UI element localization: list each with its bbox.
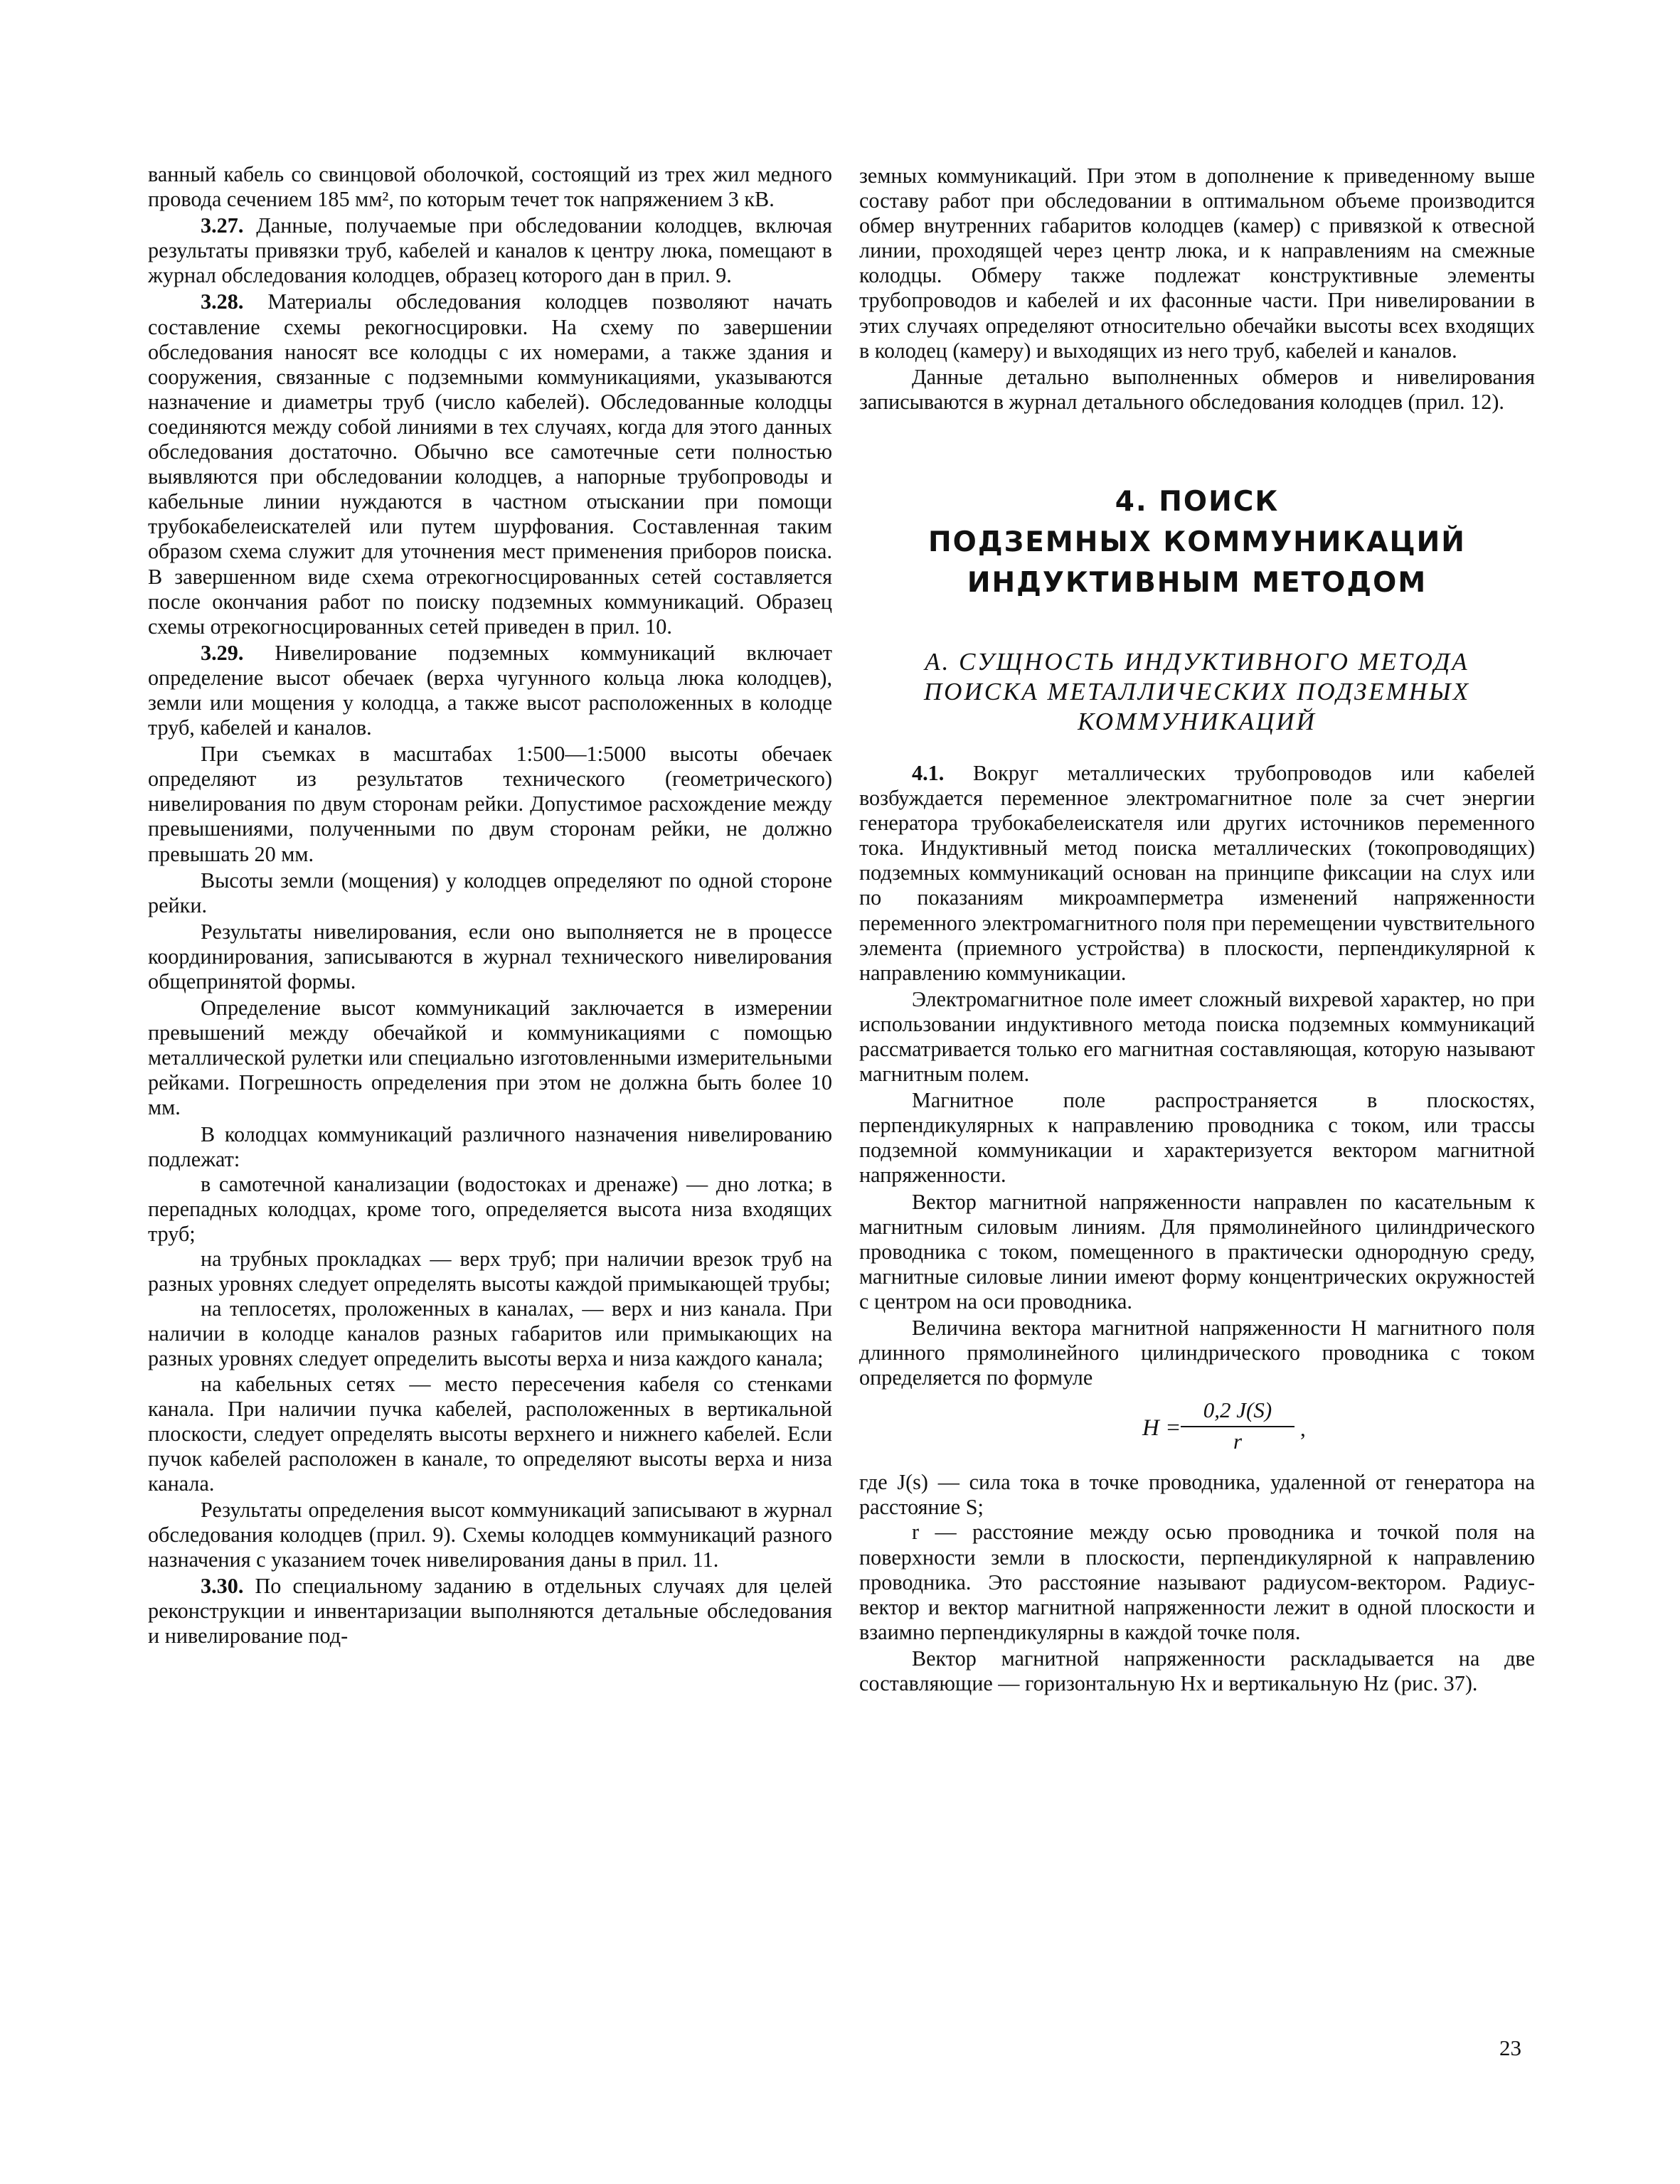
- formula-numerator: 0,2 J(S): [1203, 1397, 1272, 1423]
- clause-number: 4.1.: [912, 760, 945, 785]
- formula-lhs: H =: [1142, 1415, 1181, 1442]
- subsection-heading-line: А. СУЩНОСТЬ ИНДУКТИВНОГО МЕТОДА: [925, 647, 1469, 676]
- subsection-heading: [859, 647, 1535, 737]
- paragraph: Данные детально выполненных обмеров и нивелирования записываются в журнал детального обследования колодцев (прил. 12).: [859, 364, 1535, 414]
- clause-number: 3.30.: [201, 1574, 244, 1599]
- list-item: в самотечной канализации (водостоках и дренаже) — дно лотка; в перепадных колодцах, кроме того, определяется высота низа входящих труб;: [148, 1171, 832, 1246]
- page-number: 23: [1499, 2035, 1521, 2060]
- formula: [859, 1396, 1535, 1466]
- paragraph: Высоты земли (мощения) у колодцев определяют по одной стороне рейки.: [148, 868, 832, 917]
- paragraph: [148, 289, 832, 639]
- paragraph: земных коммуникаций. При этом в дополнение к приведенному выше составу работ при обследовании в оптимальном объеме производится обмер внутренних габаритов колодцев (камер) с привязкой к отвесной линии, проходящей через центр люка, и к направлениям на смежные колодцы. Обмеру также подлежат конструктивные элементы трубопроводов и кабелей и их фасонные части. При нивелировании в этих случаях определяют относительно обечайки высоты всех входящих в колодец (камеру) и выходящих из него труб, кабелей и каналов.: [859, 164, 1535, 363]
- paragraph: [148, 641, 832, 740]
- fraction-bar: [1181, 1426, 1294, 1427]
- paragraph: где J(s) — сила тока в точке проводника, удаленной от генератора на расстояние S;: [859, 1470, 1535, 1520]
- paragraph: ванный кабель со свинцовой оболочкой, состоящий из трех жил медного провода сечением 185 мм², по которым течет ток напряжением 3 кВ.: [148, 162, 832, 212]
- section-heading-line: ПОДЗЕМНЫХ КОММУНИКАЦИЙ: [928, 526, 1466, 558]
- section-heading: [859, 481, 1535, 603]
- paragraph: [148, 213, 832, 288]
- list-item: на кабельных сетях — место пересечения кабеля со стенками канала. При наличии пучка кабелей, расположенных в вертикальной плоскости, следует определять высоты верхнего и нижнего кабелей. Если пучок кабелей расположен в канале, то определяют высоты верха и низа канала.: [148, 1371, 832, 1496]
- list-item: на теплосетях, проложенных в каналах, — верх и низ канала. При наличии в колодце каналов разных габаритов или примыкающих на разных уровнях следует определить высоты верха и низа каждого канала;: [148, 1296, 832, 1371]
- paragraph: [148, 1574, 832, 1648]
- clause-number: 3.28.: [201, 289, 244, 314]
- paragraph: Магнитное поле распространяется в плоскостях, перпендикулярных к направлению проводника с током, или трассы подземной коммуникации и характеризуется вектором магнитной напряженности.: [859, 1088, 1535, 1188]
- paragraph: Вектор магнитной напряженности направлен по касательным к магнитным силовым линиям. Для прямолинейного цилиндрического проводника с током, помещенного в практически однородную среду, магнитные силовые линии имеют форму концентрических окружностей с центром на оси проводника.: [859, 1189, 1535, 1314]
- paragraph: Результаты определения высот коммуникаций записывают в журнал обследования колодцев (прил. 9). Схемы колодцев коммуникаций разного назначения с указанием точек нивелирования даны в прил. 11.: [148, 1497, 832, 1572]
- formula-fraction: [1181, 1396, 1294, 1454]
- formula-denominator: r: [1233, 1429, 1243, 1454]
- paragraph: Вектор магнитной напряженности раскладывается на две составляющие — горизонтальную Hx и вертикальную Hz (рис. 37).: [859, 1646, 1535, 1696]
- section-heading-line: ИНДУКТИВНЫМ МЕТОДОМ: [967, 566, 1428, 599]
- paragraph: Результаты нивелирования, если оно выполняется не в процессе координирования, записываются в журнал технического нивелирования общепринятой формы.: [148, 919, 832, 994]
- paragraph: Величина вектора магнитной напряженности H магнитного поля длинного прямолинейного цилиндрического проводника с током определяется по формуле: [859, 1316, 1535, 1390]
- clause-number: 3.27.: [201, 213, 244, 238]
- paragraph: При съемках в масштабах 1:500—1:5000 высоты обечаек определяют из результатов технического (геометрического) нивелирования по двум сторонам рейки. Допустимое расхождение между превышениями, полученными по двум сторонам рейки, не должно превышать 20 мм.: [148, 742, 832, 866]
- formula-tail: ,: [1300, 1416, 1306, 1442]
- left-column: [148, 162, 832, 1649]
- clause-number: 3.29.: [201, 640, 244, 665]
- right-column: [859, 164, 1535, 1696]
- paragraph-text: Вокруг металлических трубопроводов или кабелей возбуждается переменное электромагнитное поле за счет энергии генератора трубокабелеискателя или других источников переменного тока. Индуктивный метод поиска металлических (токопроводящих) подземных коммуникаций основан на принципе фиксации на слух или по показаниям микроамперметра изменений напряженности переменного электромагнитного поля при перемещении чувствительного элемента (приемного устройства) в плоскости, перпендикулярной к направлению коммуникации.: [859, 760, 1535, 985]
- paragraph: r — расстояние между осью проводника и точкой поля на поверхности земли в плоскости, перпендикулярной к направлению проводника. Это расстояние называют радиусом-вектором. Радиус-вектор и вектор магнитной напряженности лежит в одной плоскости и взаимно перпендикулярны в каждой точке поля.: [859, 1520, 1535, 1644]
- paragraph: Электромагнитное поле имеет сложный вихревой характер, но при использовании индуктивного метода поиска подземных коммуникаций рассматривается только его магнитная составляющая, которую называют магнитным полем.: [859, 986, 1535, 1087]
- paragraph-text: Данные, получаемые при обследовании колодцев, включая результаты привязки труб, кабелей и каналов к центру люка, помещают в журнал обследования колодцев, образец которого дан в прил. 9.: [148, 213, 832, 288]
- paragraph-text: Нивелирование подземных коммуникаций включает определение высот обечаек (верха чугунного кольца люка колодцев), земли или мощения у колодца, а также высот расположенных в колодце труб, кабелей и каналов.: [148, 640, 832, 740]
- paragraph: В колодцах коммуникаций различного назначения нивелированию подлежат:: [148, 1122, 832, 1171]
- subsection-heading-line: ПОИСКА МЕТАЛЛИЧЕСКИХ ПОДЗЕМНЫХ: [923, 677, 1471, 705]
- paragraph-text: Материалы обследования колодцев позволяют начать составление схемы рекогносцировки. На схему по завершении обследования наносят все колодцы с их номерами, а также здания и сооружения, связанные с подземными коммуникациями, указываются назначение и диаметры труб (число кабелей). Обследованные колодцы соединяются между собой линиями в тех случаях, когда для этого данных обследования достаточно. Обычно все самотечные сети полностью выявляются при обследовании колодцев, а напорные трубопроводы и кабельные линии нуждаются в частном отыскании при помощи трубокабелеискателей или путем шурфования. Составленная таким образом схема служит для уточнения мест применения приборов поиска. В завершенном виде схема отрекогносцированных сетей составляется после окончания работ по поиску подземных коммуникаций. Образец схемы отрекогносцированных сетей приведен в прил. 10.: [148, 289, 832, 639]
- list-item: на трубных прокладках — верх труб; при наличии врезок труб на разных уровнях следует определять высоты каждой примыкающей трубы;: [148, 1247, 832, 1296]
- paragraph: Определение высот коммуникаций заключается в измерении превышений между обечайкой и коммуникациями с помощью металлической рулетки или специально изготовленными измерительными рейками. Погрешность определения при этом не должна быть более 10 мм.: [148, 996, 832, 1120]
- subsection-heading-line: КОММУНИКАЦИЙ: [1078, 707, 1317, 735]
- paragraph-text: По специальному заданию в отдельных случаях для целей реконструкции и инвентаризации выполняются детальные обследования и нивелирование под-: [148, 1574, 832, 1648]
- section-heading-line: 4. ПОИСК: [1115, 485, 1280, 518]
- paragraph: [859, 761, 1535, 986]
